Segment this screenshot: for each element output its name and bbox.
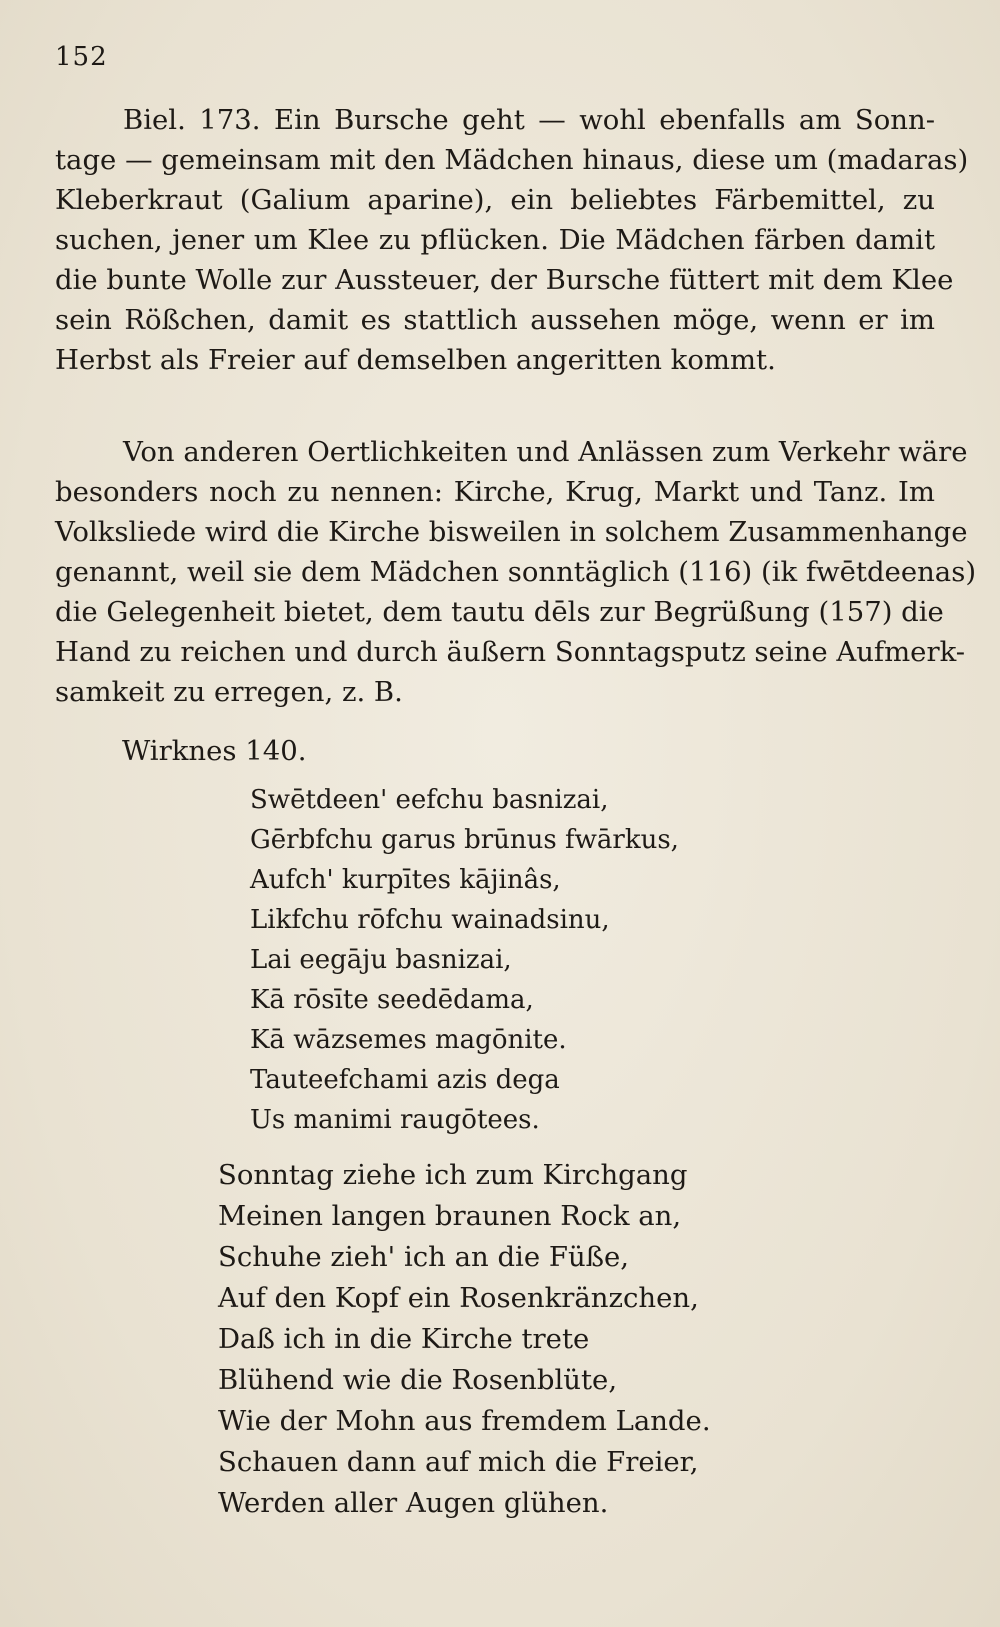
- latvian-poem: [250, 780, 679, 1140]
- poem-line: Us manimi raugōtees.: [250, 1105, 540, 1135]
- paragraph-2: [55, 432, 977, 712]
- paragraph-2-line: Hand zu reichen und durch äußern Sonntagsputz seine Aufmerk-: [55, 636, 966, 668]
- paragraph-1-line: suchen, jener um Klee zu pflücken. Die Mädchen färben damit: [55, 224, 935, 256]
- poem-line: Tauteefchami azis dega: [250, 1065, 560, 1095]
- paragraph-2-line: Von anderen Oertlichkeiten und Anlässen zum Verkehr wäre: [123, 436, 968, 468]
- translation-line: Sonntag ziehe ich zum Kirchgang: [218, 1159, 688, 1191]
- paragraph-2-line: Volksliede wird die Kirche bisweilen in solchem Zusammenhange: [55, 516, 968, 548]
- paragraph-1-line: Herbst als Freier auf demselben angeritten kommt.: [55, 344, 776, 376]
- page-number: 152: [55, 42, 108, 72]
- translation-line: Werden aller Augen glühen.: [218, 1487, 609, 1519]
- translation-line: Blühend wie die Rosenblüte,: [218, 1364, 618, 1396]
- german-translation: [218, 1155, 711, 1524]
- translation-line: Meinen langen braunen Rock an,: [218, 1200, 682, 1232]
- translation-line: Auf den Kopf ein Rosenkränzchen,: [218, 1282, 699, 1314]
- paragraph-2-line: besonders noch zu nennen: Kirche, Krug, Markt und Tanz. Im: [55, 476, 935, 508]
- paragraph-1-line: Biel. 173. Ein Bursche geht — wohl ebenfalls am Sonn-: [123, 104, 935, 136]
- paragraph-2-line: genannt, weil sie dem Mädchen sonntäglich (116) (ik fwētdeenas): [55, 556, 977, 588]
- paragraph-1-line: Kleberkraut (Galium aparine), ein beliebtes Färbemittel, zu: [55, 184, 935, 216]
- paragraph-2-line: die Gelegenheit bietet, dem tautu dēls zur Begrüßung (157) die: [55, 596, 944, 628]
- poem-line: Gērbfchu garus brūnus fwārkus,: [250, 825, 679, 855]
- paragraph-1-line: die bunte Wolle zur Aussteuer, der Bursche füttert mit dem Klee: [55, 264, 954, 296]
- poem-line: Aufch' kurpītes kājinâs,: [250, 865, 561, 895]
- paragraph-1-line: sein Rößchen, damit es stattlich aussehen möge, wenn er im: [55, 304, 935, 336]
- poem-line: Swētdeen' eefchu basnizai,: [250, 785, 609, 815]
- translation-line: Schauen dann auf mich die Freier,: [218, 1446, 699, 1478]
- poem-line: Lai eegāju basnizai,: [250, 945, 512, 975]
- poem-line: Kā rōsīte seedēdama,: [250, 985, 534, 1015]
- paragraph-1-line: tage — gemeinsam mit den Mädchen hinaus, diese um (madaras): [55, 144, 969, 176]
- translation-line: Wie der Mohn aus fremdem Lande.: [218, 1405, 711, 1437]
- translation-line: Schuhe zieh' ich an die Füße,: [218, 1241, 630, 1273]
- translation-line: Daß ich in die Kirche trete: [218, 1323, 590, 1355]
- source-reference: Wirknes 140.: [122, 735, 307, 767]
- paragraph-1: [55, 100, 969, 380]
- poem-line: Likfchu rōfchu wainadsinu,: [250, 905, 610, 935]
- paragraph-2-line: samkeit zu erregen, z. B.: [55, 676, 403, 708]
- poem-line: Kā wāzsemes magōnite.: [250, 1025, 567, 1055]
